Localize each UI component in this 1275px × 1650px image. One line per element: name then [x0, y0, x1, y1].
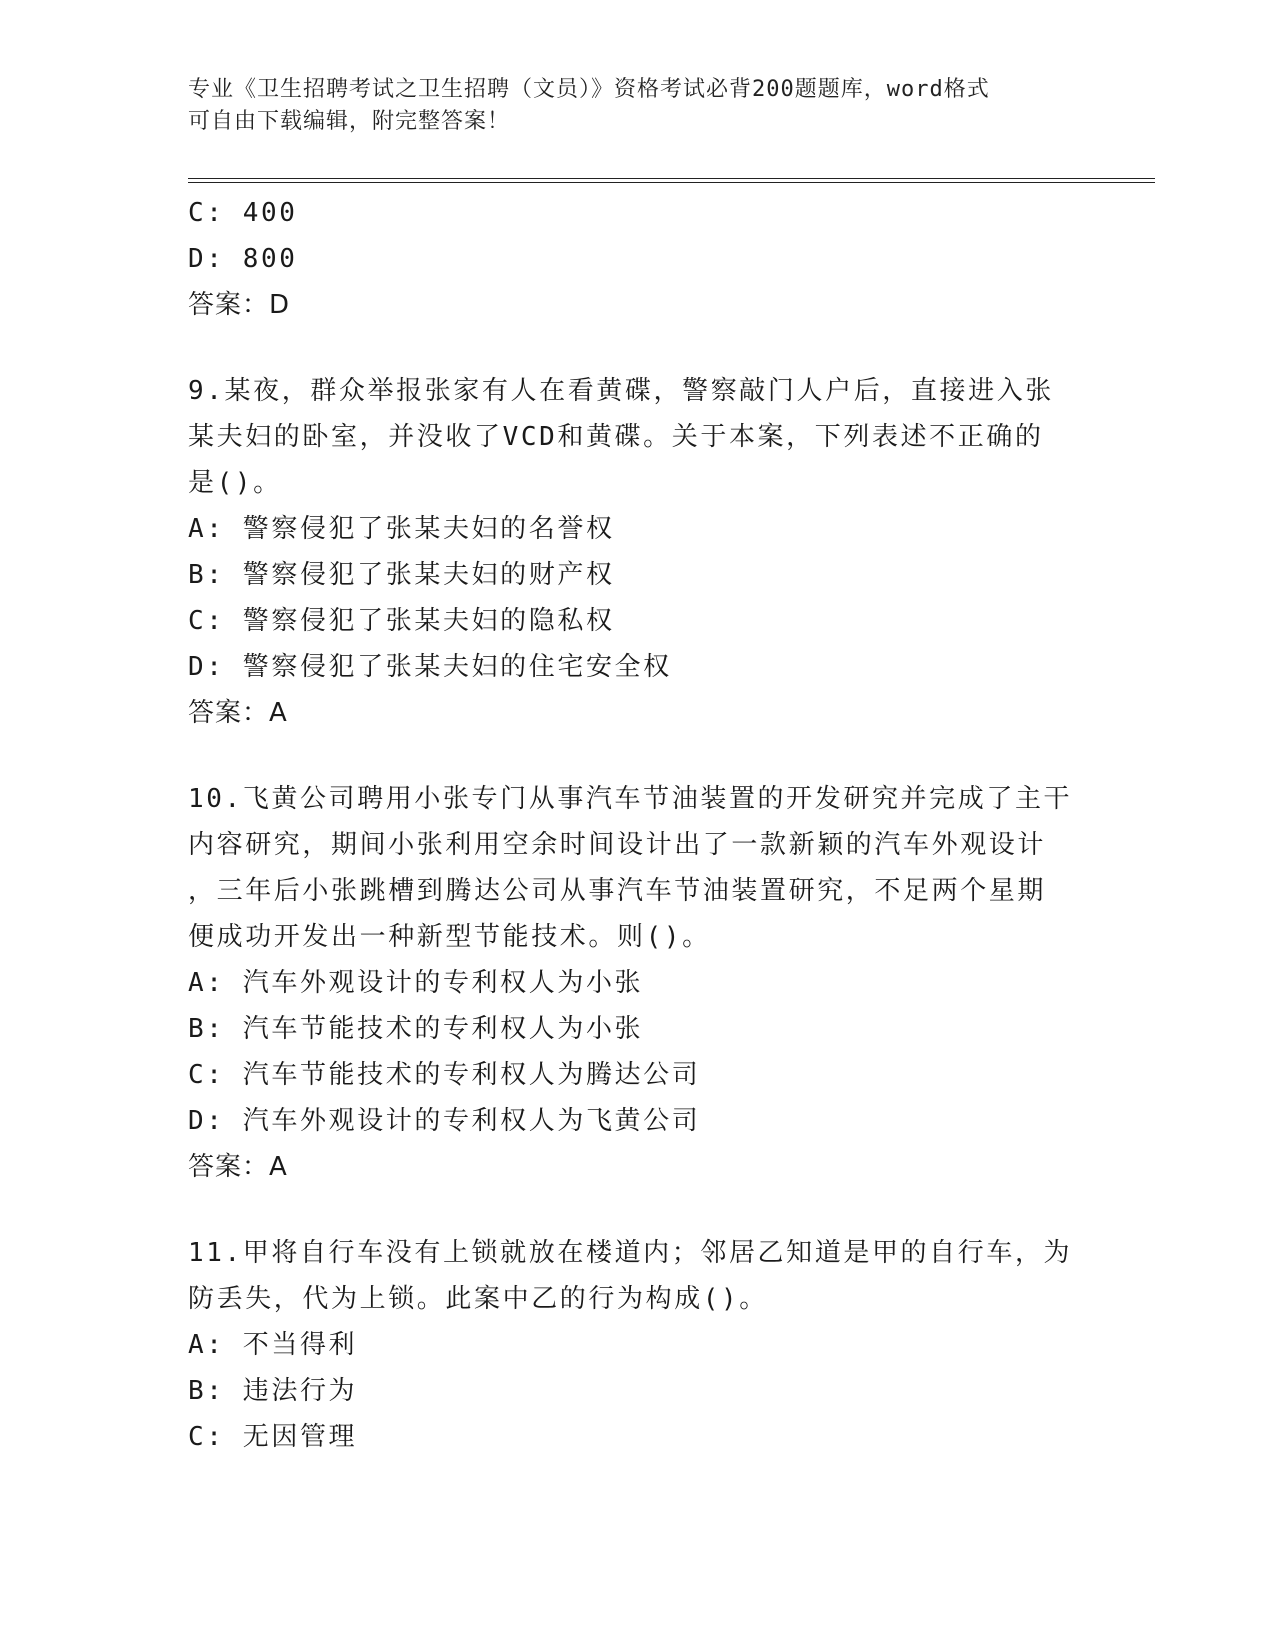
stem-line: 10.飞黄公司聘用小张专门从事汽车节油装置的开发研究并完成了主干	[188, 784, 1073, 814]
stem-line: 防丢失，代为上锁。此案中乙的行为构成()。	[188, 1284, 768, 1314]
stem-line: 内容研究，期间小张利用空余时间设计出了一款新颖的汽车外观设计	[188, 830, 1047, 860]
header-line-1: 专业《卫生招聘考试之卫生招聘（文员）》资格考试必背200题题库，word格式	[188, 77, 990, 102]
option-c: C: 警察侵犯了张某夫妇的隐私权	[188, 606, 615, 636]
question-block-8	[188, 190, 1088, 328]
option-d: D: 汽车外观设计的专利权人为飞黄公司	[188, 1106, 701, 1136]
spacer	[188, 736, 1088, 776]
question-stem	[188, 368, 1068, 506]
header-divider-top	[188, 178, 1155, 179]
document-header	[188, 74, 1068, 138]
option-a: A: 不当得利	[188, 1330, 358, 1360]
option-b: B: 警察侵犯了张某夫妇的财产权	[188, 560, 615, 590]
option-d: D: 800	[188, 244, 298, 274]
stem-line: 是()。	[188, 468, 282, 498]
option-c: C: 汽车节能技术的专利权人为腾达公司	[188, 1060, 701, 1090]
question-stem	[188, 776, 1073, 960]
spacer	[188, 328, 1088, 368]
option-b: B: 汽车节能技术的专利权人为小张	[188, 1014, 644, 1044]
option-c: C: 无因管理	[188, 1422, 358, 1452]
option-b: B: 违法行为	[188, 1376, 358, 1406]
question-block-9	[188, 368, 1088, 736]
answer-line: 答案：A	[188, 698, 288, 728]
question-block-10	[188, 776, 1088, 1190]
answer-line: 答案：A	[188, 1152, 288, 1182]
option-c: C: 400	[188, 198, 298, 228]
header-divider-bottom	[188, 182, 1155, 183]
stem-line: 11.甲将自行车没有上锁就放在楼道内；邻居乙知道是甲的自行车，为	[188, 1238, 1073, 1268]
option-a: A: 警察侵犯了张某夫妇的名誉权	[188, 514, 615, 544]
stem-line: 某夫妇的卧室，并没收了VCD和黄碟。关于本案，下列表述不正确的	[188, 422, 1044, 452]
stem-line: ，三年后小张跳槽到腾达公司从事汽车节油装置研究，不足两个星期	[188, 876, 1047, 906]
document-body	[188, 190, 1088, 1460]
spacer	[188, 1190, 1088, 1230]
question-stem	[188, 1230, 1073, 1322]
stem-line: 便成功开发出一种新型节能技术。则()。	[188, 922, 711, 952]
header-line-2: 可自由下载编辑，附完整答案！	[188, 109, 511, 134]
option-a: A: 汽车外观设计的专利权人为小张	[188, 968, 644, 998]
option-d: D: 警察侵犯了张某夫妇的住宅安全权	[188, 652, 672, 682]
answer-line: 答案：D	[188, 290, 291, 320]
question-block-11	[188, 1230, 1088, 1460]
stem-line: 9.某夜，群众举报张家有人在看黄碟，警察敲门人户后，直接进入张	[188, 376, 1054, 406]
